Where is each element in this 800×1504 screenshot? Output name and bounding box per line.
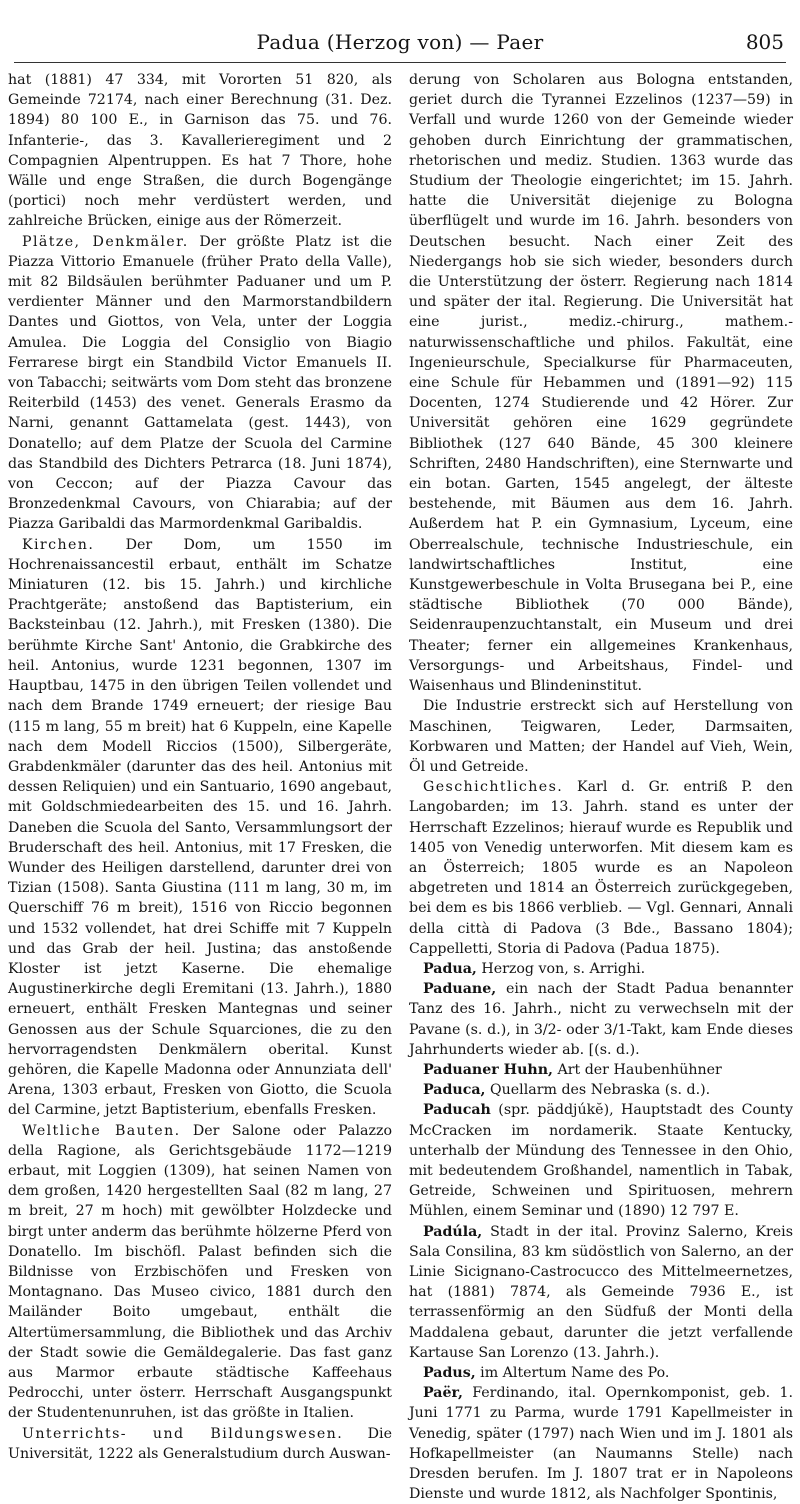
entry-headword: Padua, [423,960,477,977]
paragraph-text: Die Industrie erstreckt sich auf Herstellung von Maschinen, Teigwaren, Leder, Darmsaiten, Korbwaren und Matten; der Handel auf Vieh, Wein, Öl und Getreide. [409,698,793,775]
paragraph-text: Der größte Platz ist die Piazza Vittorio Emanuele (früher Prato della Valle), mit 82 Bildsäulen berühmter Paduaner und um P. verdienter Männer und den Marmorstandbildern Dantes und Giottos, von Vela, unter der Loggia Amulea. Die Loggia del Consiglio von Biagio Ferrarese birgt ein Standbild Victor Emanuels II. von Tabacchi; seitwärts vom Dom steht das bronzene Reiterbild (1453) des venet. Generals Erasmo da Narni, genannt Gattamelata (gest. 1443), von Donatello; auf dem Platze der Scuola del Carmine das Standbild des Dichters Petrarca (18. Juni 1874), von Ceccon; auf der Piazza Cavour das Bronzedenkmal Cavours, von Chiarabia; auf der Piazza Garibaldi das Marmordenkmal Garibaldis. [8,233,392,533]
entry-text: Herzog von, s. Arrighi. [476,960,646,977]
entry-text: im Altertum Name des Po. [475,1365,670,1381]
section-heading-unterricht: Unterrichts- und Bildungswesen. [22,1425,344,1442]
paragraph-text: Die Universität, 1222 als Generalstudium durch Auswan- [8,1425,392,1462]
paragraph-industrie [409,696,793,777]
paragraph-unterricht [8,1424,392,1464]
entry-padus [409,1363,793,1383]
entry-text: ein nach der Stadt Padua benannter Tanz des 16. Jahrh., nicht zu verwechseln mit der Pavane (s. d.), in 3/2- oder 3/1-Takt, kam Ende dieses Jahrhunderts wieder ab. [(s. d.). [409,981,793,1058]
entry-paducah [409,1100,793,1221]
right-column [409,70,793,1503]
entry-paer [409,1383,793,1504]
section-heading-kirchen: Kirchen. [22,536,95,553]
paragraph-text: Karl d. Gr. entriß P. den Langobarden; im 13. Jahrh. stand es unter der Herrschaft Ezzelinos; hierauf wurde es Republik und 1405 von Venedig unterworfen. Mit diesem kam es an Österreich; 1805 wurde es an Napoleon abgetreten und 1814 an Österreich zurückgegeben, bei dem es bis 1866 verblieb. — Vgl. Gennari, Annali della città di Padova (3 Bde., Bassano 1804); Cappelletti, Storia di Padova (Padua 1875). [409,779,793,957]
paragraph-plaetze [8,232,392,535]
entry-padua-herzog [409,959,793,979]
paragraph-text: Der Dom, um 1550 im Hochrenaissancestil erbaut, enthält im Schatze Miniaturen (12. bis 15. Jahrh.) und kirchliche Prachtgeräte; anstoßend das Baptisterium, ein Backsteinbau (12. Jahrh.), mit Fresken (1380). Die berühmte Kirche Sant' Antonio, die Grabkirche des heil. Antonius, wurde 1231 begonnen, 1307 im Hauptbau, 1475 in den übrigen Teilen vollendet und nach dem Brande 1749 erneuert; der riesige Bau (115 m lang, 55 m breit) hat 6 Kuppeln, eine Kapelle nach dem Modell Riccios (1500), Silbergeräte, Grabdenkmäler (darunter das des heil. Antonius mit dessen Reliquien) und ein Santuario, 1690 angebaut, mit Goldschmiedearbeiten des 15. und 16. Jahrh. Daneben die Scuola del Santo, Versammlungsort der Bruderschaft des heil. Antonius, mit 17 Fresken, die Wunder des Heiligen darstellend, darunter drei von Tizian (1508). Santa Giustina (111 m lang, 30 m, im Querschiff 76 m breit), 1516 von Riccio begonnen und 1532 vollendet, hat drei Schiffe mit 7 Kuppeln und das Grab der heil. Justina; das anstoßende Kloster ist jetzt Kaserne. Die ehemalige Augustinerkirche degli Eremitani (13. Jahrh.), 1880 erneuert, enthält Fresken Mantegnas und seiner Genossen aus der Schule Squarciones, die zu den hervorragendsten Denkmälern oberital. Kunst gehören, die Kapelle Madonna oder Annunziata dell' Arena, 1303 erbaut, Fresken von Giotto, die Scuola del Carmine, jetzt Baptisterium, ebenfalls Fresken. [8,536,392,1119]
entry-headword: Paduane, [423,981,497,998]
entry-headword: Paduaner Huhn, [423,1061,553,1078]
header-rule [14,62,786,63]
entry-text: Quellarm des Nebraska (s. d.). [485,1082,711,1099]
entry-headword: Padus, [423,1365,476,1381]
entry-headword: Paduca, [423,1082,486,1099]
entry-headword: Paër, [423,1385,463,1402]
paragraph-text: Der Salone oder Palazzo della Ragione, als Gerichtsgebäude 1172—1219 erbaut, mit Loggien (1309), hat seinen Namen von dem großen, 1420 hergestellten Saal (82 m lang, 27 m breit, 27 m hoch) mit gewölbter Holzdecke und birgt unter anderm das berühmte hölzerne Pferd von Donatello. Im bischöfl. Palast befinden sich die Bildnisse von Erzbischöfen und Fresken von Montagnano. Das Museo civico, 1881 durch den Mailänder Boito umgebaut, enthält die Altertümersammlung, die Bibliothek und das Archiv der Stadt sowie die Gemäldegalerie. Das fast ganz aus Marmor erbaute städtische Kaffeehaus Pedrocchi, unter österr. Herrschaft Ausgangspunkt der Studentenunruhen, ist das größte in Italien. [8,1122,392,1422]
entry-padula [409,1222,793,1363]
section-heading-plaetze: Plätze, Denkmäler. [22,233,189,250]
section-heading-bauten: Weltliche Bauten. [22,1122,181,1139]
running-header [14,22,786,62]
section-heading-geschichte: Geschichtliches. [423,779,564,796]
paragraph-text: hat (1881) 47 334, mit Vororten 51 820, als Gemeinde 72174, nach einer Berechnung (31. Dez. 1894) 80 100 E., in Garnison das 75. und 76. Infanterie-, das 3. Kavallerieregiment und 2 Compagnien Alpentruppen. Es hat 7 Thore, hohe Wälle und enge Straßen, die durch Bogengänge (portici) noch mehr verdüstert werden, und zahlreiche Brücken, einige aus der Römerzeit. [8,72,392,230]
entry-text: Stadt in der ital. Provinz Salerno, Kreis Sala Consilina, 83 km südöstlich von Salerno, an der Linie Sicignano-Castrocucco des Mittelmeernetzes, hat (1881) 7874, als Gemeinde 7936 E., ist terrassenförmig an den Südfuß der Monti della Maddalena gebaut, darunter die jetzt verfallende Kartause San Lorenzo (13. Jahrh.). [409,1223,793,1361]
entry-headword: Paducah [423,1102,491,1119]
left-column [8,70,392,1462]
page-number: 805 [745,30,784,54]
paragraph-bauten [8,1121,392,1424]
entry-paduca [409,1080,793,1100]
entry-text: (spr. päddjúkĕ), Hauptstadt des County McCracken im nordamerik. Staate Kentucky, unterhalb der Mündung des Tennessee in den Ohio, mit bedeutendem Großhandel, namentlich in Tabak, Getreide, Schweinen und Spirituosen, mehrern Mühlen, einem Seminar und (1890) 12 797 E. [409,1102,793,1220]
paragraph-geschichte [409,777,793,959]
entry-paduaner-huhn [409,1060,793,1080]
paragraph-population [8,70,392,232]
paragraph-text: derung von Scholaren aus Bologna entstanden, geriet durch die Tyrannei Ezzelinos (1237—59) in Verfall und wurde 1260 von der Gemeinde wieder gehoben durch Einrichtung der grammatischen, rhetorischen und mediz. Studien. 1363 wurde das Studium der Theologie eingerichtet; im 15. Jahrh. hatte die Universität diejenige zu Bologna überflügelt und wurde im 16. Jahrh. besonders von Deutschen besucht. Nach einer Zeit des Niedergangs hob sie sich wieder, besonders durch die Unterstützung der österr. Regierung nach 1814 und später der ital. Regierung. Die Universität hat eine jurist., mediz.-chirurg., mathem.-naturwissenschaftliche und philos. Fakultät, eine Ingenieurschule, Specialkurse für Pharmaceuten, eine Schule für Hebammen und (1891—92) 115 Docenten, 1274 Studierende und 42 Hörer. Zur Universität gehören eine 1629 gegründete Bibliothek (127 640 Bände, 45 300 kleinere Schriften, 2480 Handschriften), eine Sternwarte und ein botan. Garten, 1545 angelegt, der älteste bestehende, mit Bäumen aus dem 16. Jahrh. Außerdem hat P. ein Gymnasium, Lyceum, eine Oberrealschule, technische Industrieschule, ein landwirtschaftliches Institut, eine Kunstgewerbeschule in Volta Brusegana bei P., eine städtische Bibliothek (70 000 Bände), Seidenraupenzuchtanstalt, ein Museum und drei Theater; ferner ein allgemeines Krankenhaus, Versorgungs- und Arbeitshaus, Findel- und Waisenhaus und Blindeninstitut. [409,72,793,695]
paragraph-universitaet [409,70,793,696]
entry-text: Art der Haubenhühner [552,1061,722,1078]
paragraph-kirchen [8,535,392,1121]
entry-paduane [409,979,793,1060]
entry-headword: Padúla, [423,1223,483,1240]
running-title: Padua (Herzog von) — Paer [256,30,544,54]
entry-text: Ferdinando, ital. Opernkomponist, geb. 1. Juni 1771 zu Parma, wurde 1791 Kapellmeister in Venedig, später (1797) nach Wien und im J. 1801 als Hofkapellmeister (an Naumanns Stelle) nach Dresden berufen. Im J. 1807 trat er in Napoleons Dienste und wurde 1812, als Nachfolger Spontinis, [409,1385,793,1503]
